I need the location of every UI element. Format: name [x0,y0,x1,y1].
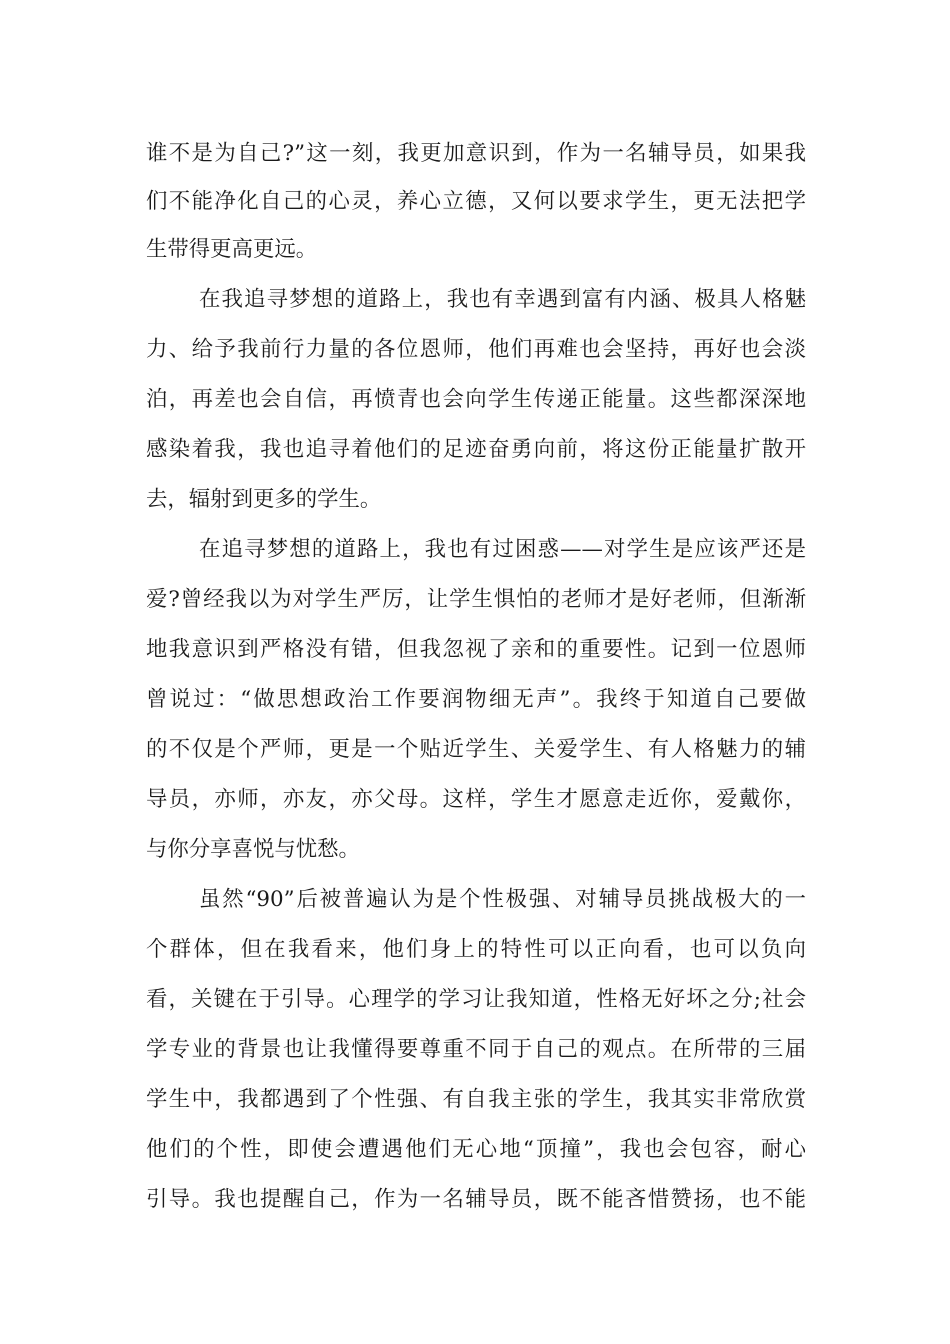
text-line: 泊，再差也会自信，再愤青也会向学生传递正能量。这些都深深地 [146,387,806,412]
text-line: 感染着我，我也追寻着他们的足迹奋勇向前，将这份正能量扩散开 [146,437,806,462]
text-line: 学专业的背景也让我懂得要尊重不同于自己的观点。在所带的三届 [146,1037,806,1062]
text-line: 他们的个性，即使会遭遇他们无心地“顶撞”，我也会包容，耐心 [146,1137,806,1162]
text-line: 与你分享喜悦与忧愁。 [146,837,360,862]
text-line: 学生中，我都遇到了个性强、有自我主张的学生，我其实非常欣赏 [146,1087,806,1112]
text-line: 引导。我也提醒自己，作为一名辅导员，既不能吝惜赞扬，也不能 [146,1187,806,1212]
text-line: 曾说过：“做思想政治工作要润物细无声”。我终于知道自己要做 [146,687,806,712]
text-line: 生带得更高更远。 [146,237,318,262]
text-line: 爱?曾经我以为对学生严厉，让学生惧怕的老师才是好老师，但渐渐 [146,587,806,612]
text-line: 导员，亦师，亦友，亦父母。这样，学生才愿意走近你，爱戴你， [146,787,806,812]
text-line: 去，辐射到更多的学生。 [146,487,382,512]
text-line: 在我追寻梦想的道路上，我也有幸遇到富有内涵、极具人格魅 [199,287,806,312]
text-line: 地我意识到严格没有错，但我忽视了亲和的重要性。记到一位恩师 [146,637,806,662]
text-line: 们不能净化自己的心灵，养心立德，又何以要求学生，更无法把学 [146,189,806,214]
text-line: 虽然“90”后被普遍认为是个性极强、对辅导员挑战极大的一 [199,887,806,912]
text-line: 力、给予我前行力量的各位恩师，他们再难也会坚持，再好也会淡 [146,337,806,362]
text-line: 的不仅是个严师，更是一个贴近学生、关爱学生、有人格魅力的辅 [146,737,806,762]
text-line: 谁不是为自己?”这一刻，我更加意识到，作为一名辅导员，如果我 [146,141,806,166]
text-line: 在追寻梦想的道路上，我也有过困惑——对学生是应该严还是 [199,537,806,562]
text-line: 个群体，但在我看来，他们身上的特性可以正向看，也可以负向 [146,937,806,962]
text-line: 看，关键在于引导。心理学的学习让我知道，性格无好坏之分;社会 [146,987,806,1012]
